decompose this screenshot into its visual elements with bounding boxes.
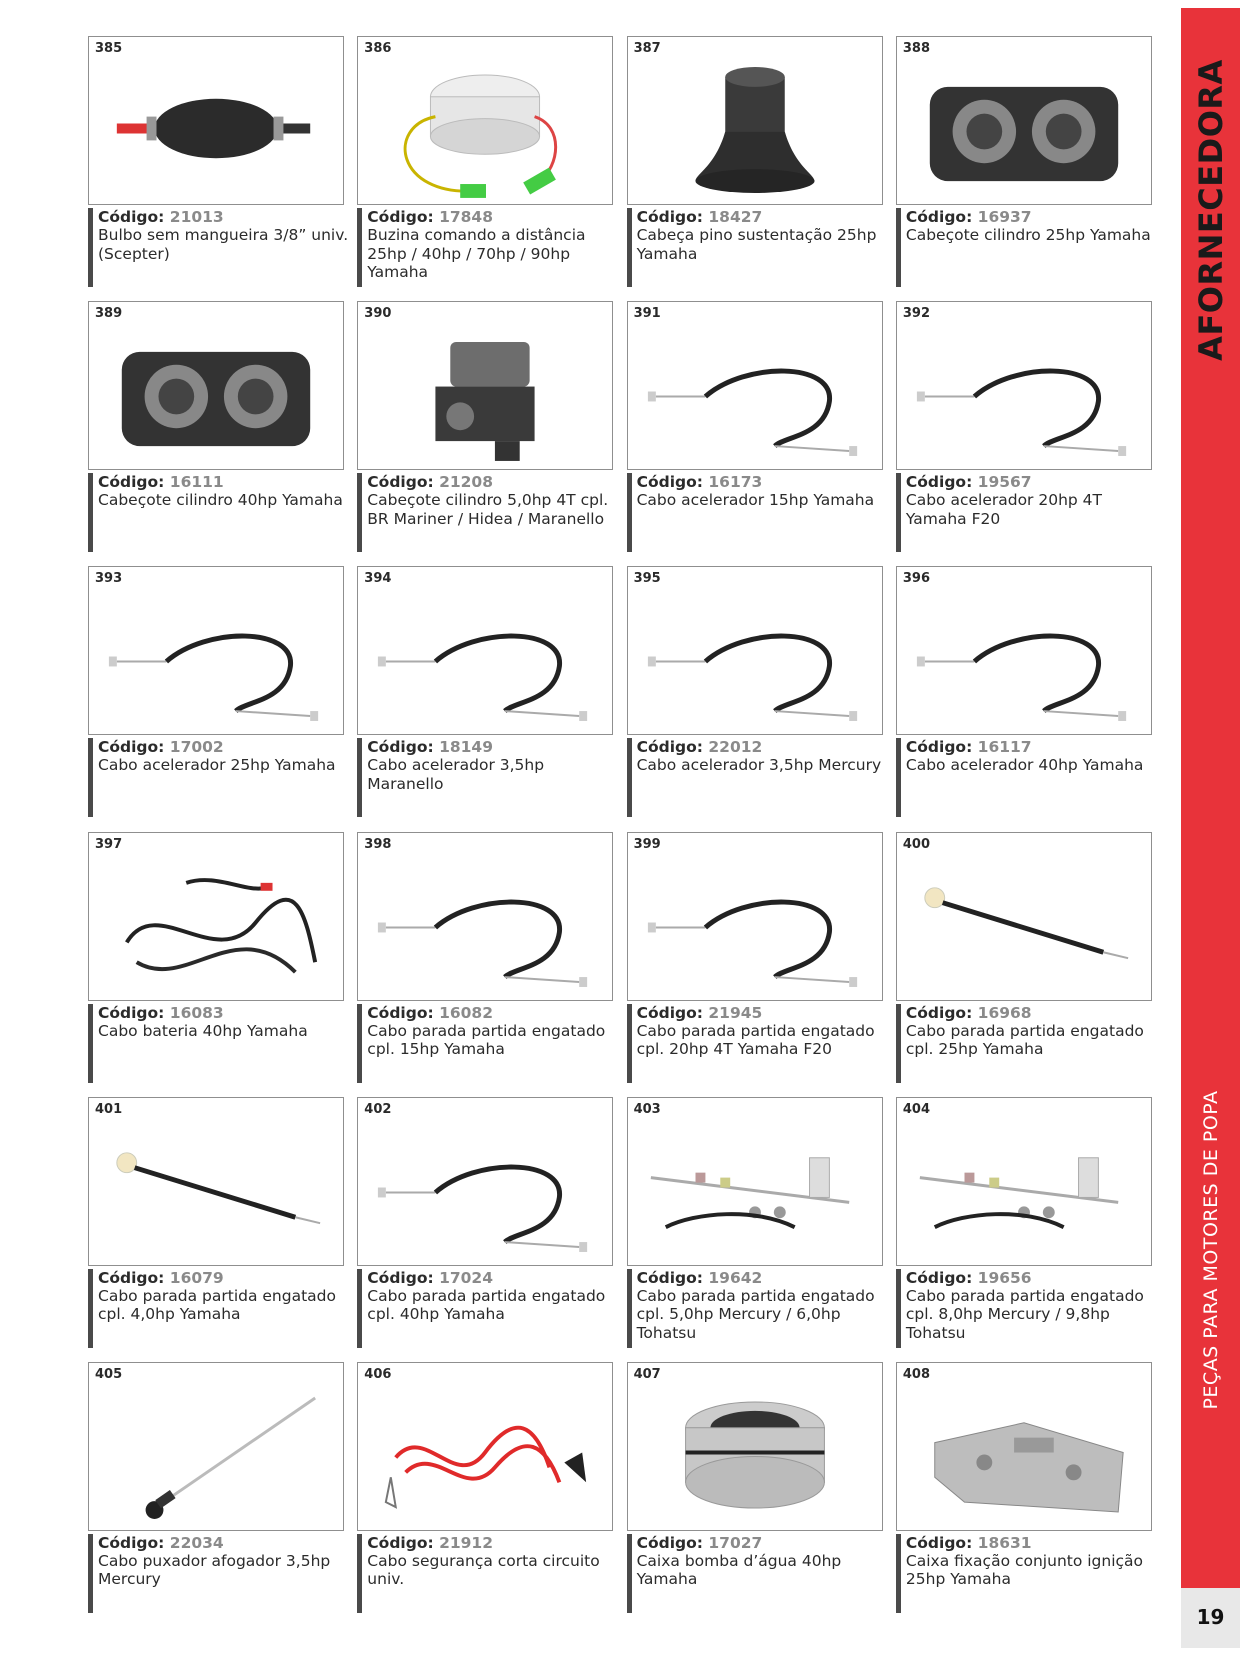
product-card	[896, 301, 1152, 552]
product-card	[896, 1097, 1152, 1348]
product-card	[627, 36, 883, 287]
item-number: 408	[902, 1366, 931, 1382]
product-card	[357, 566, 613, 817]
product-caption	[88, 1269, 350, 1348]
product-description: Buzina comando a distância 25hp / 40hp / 70hp / 90hp Yamaha	[367, 226, 586, 281]
product-description: Cabo segurança corta circuito univ.	[367, 1551, 600, 1589]
product-description: Cabo acelerador 25hp Yamaha	[98, 756, 336, 775]
product-code: 17024	[439, 1268, 494, 1287]
code-label: Código:	[636, 1268, 703, 1287]
product-description: Cabeçote cilindro 25hp Yamaha	[905, 226, 1151, 244]
product-code: 16937	[977, 208, 1032, 226]
product-description: Cabo parada partida engatado cpl. 8,0hp Mercury / 9,8hp Tohatsu	[905, 1286, 1144, 1342]
product-code: 17027	[708, 1533, 763, 1552]
code-label: Código:	[367, 1268, 434, 1287]
product-caption	[896, 738, 1158, 817]
product-card	[896, 1362, 1152, 1613]
product-code-line	[367, 1270, 619, 1287]
product-photo-frame	[896, 1362, 1152, 1531]
product-caption	[88, 1534, 350, 1613]
product-photo-frame	[627, 566, 883, 735]
product-caption	[627, 1004, 889, 1083]
product-description: Cabo bateria 40hp Yamaha	[98, 1021, 308, 1040]
product-caption	[627, 738, 889, 817]
product-caption	[896, 1269, 1158, 1348]
product-code-line	[98, 1270, 350, 1287]
item-number: 396	[902, 571, 931, 587]
product-code: 16117	[977, 738, 1032, 757]
product-code-line	[98, 739, 350, 756]
item-number: 397	[95, 836, 123, 852]
product-photo-frame	[88, 1362, 344, 1531]
product-card	[896, 566, 1152, 817]
choke-rod-icon	[97, 1383, 335, 1527]
product-description: Cabo acelerador 40hp Yamaha	[905, 756, 1144, 775]
rod-cable-icon	[97, 1118, 335, 1262]
product-caption	[896, 1534, 1158, 1613]
cable-icon	[366, 587, 604, 731]
product-card	[627, 301, 883, 552]
product-photo-frame	[896, 301, 1152, 470]
product-code-line	[637, 1270, 889, 1287]
product-code-line	[98, 1005, 350, 1022]
code-label: Código:	[636, 1533, 703, 1552]
product-photo-frame	[88, 832, 344, 1001]
product-description: Cabeçote cilindro 5,0hp 4T cpl. BR Mariner / Hidea / Maranello	[367, 491, 609, 528]
product-code-line	[637, 1005, 889, 1022]
product-description: Cabo parada partida engatado cpl. 25hp Yamaha	[905, 1021, 1144, 1059]
product-card	[88, 1097, 344, 1348]
product-code-line	[98, 209, 350, 226]
product-photo-frame	[896, 832, 1152, 1001]
product-code-line	[906, 1005, 1158, 1022]
product-description: Cabo parada partida engatado cpl. 5,0hp Mercury / 6,0hp Tohatsu	[636, 1286, 875, 1342]
item-number: 388	[902, 41, 931, 56]
code-label: Código:	[367, 208, 434, 226]
item-number: 398	[364, 836, 392, 852]
code-label: Código:	[636, 473, 703, 492]
brand-logo: AFORNECEDORA	[1192, 59, 1230, 361]
product-code-line	[98, 474, 350, 491]
product-caption	[627, 1534, 889, 1613]
code-label: Código:	[367, 738, 434, 757]
code-label: Código:	[98, 473, 165, 492]
product-code-line	[637, 1535, 889, 1552]
product-code-line	[637, 474, 889, 491]
rod-cable-icon	[905, 853, 1143, 997]
product-photo-frame	[357, 36, 613, 205]
product-code: 17848	[439, 208, 494, 226]
product-photo-frame	[357, 1362, 613, 1531]
product-card	[357, 301, 613, 552]
product-caption	[357, 1534, 619, 1613]
pin-head-icon	[636, 57, 874, 201]
product-code-line	[367, 1535, 619, 1552]
code-label: Código:	[98, 1268, 165, 1287]
product-photo-frame	[896, 566, 1152, 735]
horn-icon	[366, 57, 604, 201]
cable-icon	[366, 853, 604, 997]
product-photo-frame	[627, 301, 883, 470]
item-number: 391	[633, 306, 661, 322]
cylinder-head-icon	[97, 322, 335, 466]
code-label: Código:	[905, 473, 973, 492]
product-code: 18149	[439, 738, 494, 757]
product-code-line	[906, 209, 1158, 226]
product-card	[627, 1362, 883, 1613]
code-label: Código:	[98, 208, 165, 226]
parts-kit-icon	[636, 1118, 874, 1262]
item-number: 403	[633, 1101, 661, 1117]
item-number: 392	[902, 306, 931, 322]
product-code-line	[367, 209, 619, 226]
product-code: 18631	[977, 1533, 1032, 1552]
fuel-bulb-icon	[97, 57, 335, 201]
product-photo-frame	[357, 1097, 613, 1266]
product-caption	[357, 1004, 619, 1083]
product-card	[357, 1097, 613, 1348]
product-card	[896, 36, 1152, 287]
product-card	[357, 832, 613, 1083]
product-description: Cabeça pino sustentação 25hp Yamaha	[636, 226, 877, 263]
cable-icon	[97, 587, 335, 731]
code-label: Código:	[636, 738, 703, 757]
product-photo-frame	[627, 1362, 883, 1531]
item-number: 404	[902, 1101, 931, 1117]
product-code: 16111	[169, 473, 224, 492]
item-number: 393	[95, 571, 123, 587]
product-code: 19656	[977, 1268, 1032, 1287]
product-caption	[357, 738, 619, 817]
code-label: Código:	[636, 1003, 703, 1022]
item-number: 407	[633, 1366, 661, 1382]
code-label: Código:	[905, 738, 973, 757]
product-photo-frame	[896, 36, 1152, 205]
product-description: Cabo acelerador 3,5hp Maranello	[367, 756, 545, 793]
product-caption	[627, 1269, 889, 1348]
item-number: 402	[364, 1101, 392, 1117]
product-description: Cabo puxador afogador 3,5hp Mercury	[98, 1551, 331, 1589]
product-caption	[88, 473, 350, 552]
product-card	[88, 301, 344, 552]
code-label: Código:	[905, 1003, 973, 1022]
product-code-line	[906, 474, 1158, 491]
product-description: Cabo acelerador 3,5hp Mercury	[636, 756, 882, 775]
cable-icon	[636, 322, 874, 466]
product-code-line	[637, 209, 889, 226]
item-number: 400	[902, 836, 931, 852]
product-card	[88, 832, 344, 1083]
code-label: Código:	[905, 1533, 973, 1552]
product-photo-frame	[627, 36, 883, 205]
item-number: 387	[633, 41, 661, 56]
product-description: Caixa fixação conjunto ignição 25hp Yamaha	[905, 1551, 1144, 1589]
product-caption	[896, 1004, 1158, 1083]
product-caption	[896, 208, 1158, 287]
product-photo-frame	[896, 1097, 1152, 1266]
code-label: Código:	[905, 1268, 973, 1287]
product-photo-frame	[88, 566, 344, 735]
catalog-section-title: PEÇAS PARA MOTORES DE POPA	[1200, 1090, 1222, 1410]
item-number: 399	[633, 836, 661, 852]
item-number: 395	[633, 571, 661, 587]
product-description: Cabo acelerador 15hp Yamaha	[636, 491, 875, 510]
product-card	[627, 566, 883, 817]
product-card	[357, 36, 613, 287]
product-caption	[88, 1004, 350, 1083]
code-label: Código:	[905, 208, 973, 226]
product-description: Cabo parada partida engatado cpl. 15hp Yamaha	[367, 1021, 606, 1059]
product-caption	[627, 208, 889, 287]
bracket-icon	[905, 1383, 1143, 1527]
product-code-line	[98, 1535, 350, 1552]
item-number: 389	[95, 306, 123, 322]
product-caption	[357, 208, 619, 287]
product-code: 19567	[977, 473, 1032, 492]
product-description: Caixa bomba d’água 40hp Yamaha	[636, 1551, 842, 1589]
product-code-line	[906, 739, 1158, 756]
product-caption	[88, 738, 350, 817]
cable-icon	[636, 853, 874, 997]
code-label: Código:	[98, 738, 165, 757]
product-description: Cabeçote cilindro 40hp Yamaha	[98, 491, 343, 510]
product-card	[88, 566, 344, 817]
product-description: Cabo acelerador 20hp 4T Yamaha F20	[905, 491, 1102, 528]
code-label: Código:	[98, 1003, 165, 1022]
code-label: Código:	[636, 208, 703, 226]
product-photo-frame	[357, 301, 613, 470]
item-number: 401	[95, 1101, 123, 1117]
product-card	[88, 36, 349, 287]
product-grid	[88, 36, 1154, 1628]
code-label: Código:	[367, 1003, 434, 1022]
product-code-line	[637, 739, 889, 756]
product-photo-frame	[357, 832, 613, 1001]
product-code: 17002	[169, 738, 224, 757]
product-photo-frame	[88, 1097, 344, 1266]
product-code: 21013	[169, 208, 224, 226]
product-code-line	[367, 739, 619, 756]
wire-harness-icon	[97, 853, 335, 997]
product-code: 19642	[708, 1268, 763, 1287]
product-code-line	[367, 474, 619, 491]
kill-cord-icon	[366, 1383, 604, 1527]
product-code: 16082	[439, 1003, 494, 1022]
item-number: 394	[364, 571, 392, 587]
item-number: 390	[364, 306, 392, 322]
product-card	[896, 832, 1152, 1083]
parts-kit-icon	[905, 1118, 1143, 1262]
product-card	[627, 832, 883, 1083]
code-label: Código:	[367, 473, 434, 492]
product-caption	[88, 208, 350, 287]
product-photo-frame	[357, 566, 613, 735]
item-number: 386	[364, 41, 392, 56]
item-number: 385	[95, 41, 123, 56]
product-code: 18427	[708, 208, 763, 226]
product-code-line	[906, 1535, 1158, 1552]
page-number-box	[1181, 1588, 1240, 1648]
product-card	[88, 1362, 344, 1613]
item-number: 406	[364, 1366, 392, 1382]
pump-housing-icon	[636, 1383, 874, 1527]
product-code: 21945	[708, 1003, 763, 1022]
product-description: Cabo parada partida engatado cpl. 4,0hp Yamaha	[98, 1286, 336, 1324]
product-description: Cabo parada partida engatado cpl. 20hp 4T Yamaha F20	[636, 1021, 875, 1059]
product-code: 21912	[439, 1533, 494, 1552]
product-code: 16968	[977, 1003, 1032, 1022]
cable-icon	[636, 587, 874, 731]
product-card	[627, 1097, 883, 1348]
cable-icon	[366, 1118, 604, 1262]
product-code: 16079	[169, 1268, 224, 1287]
item-number: 405	[95, 1366, 123, 1382]
product-caption	[896, 473, 1158, 552]
product-caption	[357, 1269, 619, 1348]
product-caption	[357, 473, 619, 552]
product-code: 22034	[169, 1533, 224, 1552]
code-label: Código:	[367, 1533, 434, 1552]
cylinder-head-icon	[905, 57, 1143, 201]
product-code: 21208	[439, 473, 494, 492]
product-code-line	[367, 1005, 619, 1022]
product-photo-frame	[627, 1097, 883, 1266]
product-code: 16083	[169, 1003, 224, 1022]
code-label: Código:	[98, 1533, 165, 1552]
cable-icon	[905, 587, 1143, 731]
page-number: 19	[1196, 1605, 1225, 1629]
product-description: Cabo parada partida engatado cpl. 40hp Yamaha	[367, 1286, 606, 1324]
cable-icon	[905, 322, 1143, 466]
product-photo-frame	[88, 301, 344, 470]
product-code: 16173	[708, 473, 763, 492]
product-code: 22012	[708, 738, 763, 757]
product-photo-frame	[627, 832, 883, 1001]
carburetor-icon	[366, 322, 604, 466]
product-code-line	[906, 1270, 1158, 1287]
product-caption	[627, 473, 889, 552]
product-photo-frame	[88, 36, 344, 205]
product-card	[357, 1362, 613, 1613]
product-description: Bulbo sem mangueira 3/8” univ. (Scepter)	[98, 226, 349, 263]
